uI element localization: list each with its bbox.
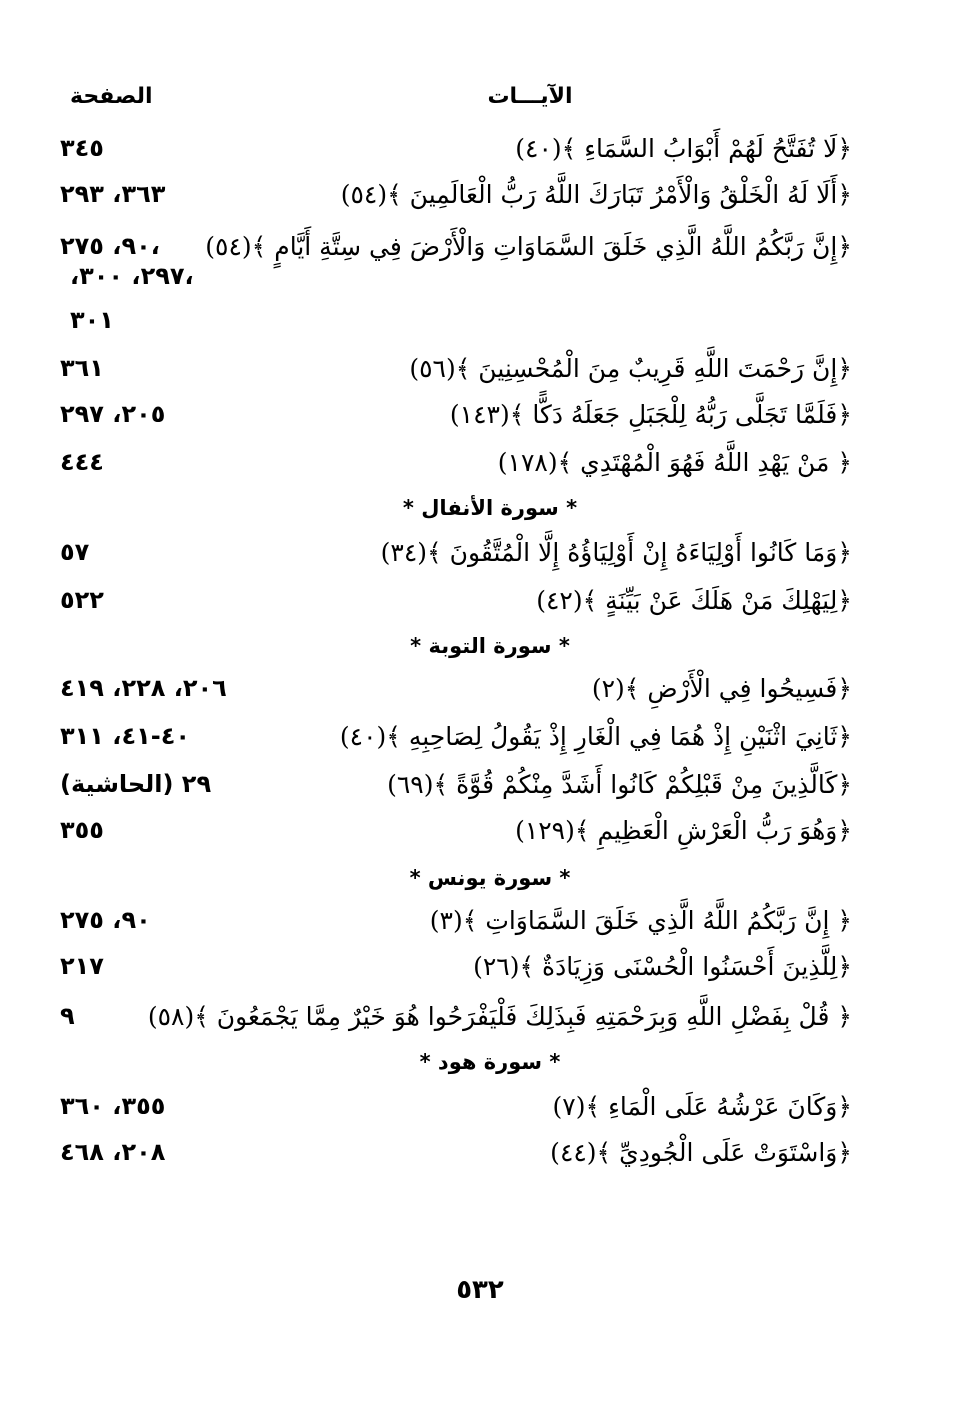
verse-text: ﴿لَا تُفَتَّحُ لَهُمْ أَبْوَابُ السَّمَاءِ ﴾(٤٠): [515, 133, 852, 163]
page-refs: ٣٤٥: [60, 134, 104, 162]
page-refs: ٤٠-٤١، ٣١١: [60, 722, 190, 750]
page-refs: ٢٠٦، ٢٢٨، ٤١٩: [60, 674, 227, 702]
verse-text: ﴿ إِنَّ رَبَّكُمُ اللَّهُ الَّذِي خَلَقَ السَّمَاوَاتِ ﴾(٣): [429, 905, 852, 935]
verse-row: [60, 578, 852, 622]
verse-text: ﴿إِنَّ رَحْمَتَ اللَّهِ قَرِيبٌ مِنَ الْمُحْسِنِينَ ﴾(٥٦): [409, 353, 852, 383]
page-refs-continued: ،٢٩٧، ٣٠٠،: [70, 262, 194, 290]
page-refs: ٤٤٤: [60, 448, 104, 476]
verse-text: ﴿ مَنْ يَهْدِ اللَّهُ فَهُوَ الْمُهْتَدِي ﴾(١٧٨): [497, 447, 852, 477]
verse-text: ﴿لِلَّذِينَ أَحْسَنُوا الْحُسْنَى وَزِيَادَةٌ ﴾(٢٦): [473, 951, 852, 981]
verse-row: [60, 530, 852, 574]
verse-row: [60, 126, 852, 170]
page-refs: ٣٦٣، ٢٩٣: [60, 180, 166, 208]
page-refs: ٩٠، ٢٧٥: [60, 906, 151, 934]
verse-text: ﴿وَكَانَ عَرْشُهُ عَلَى الْمَاءِ ﴾(٧): [552, 1091, 852, 1121]
verse-row: [60, 944, 852, 988]
page-refs: ٥٢٢: [60, 586, 104, 614]
page-refs: ٣٥٥: [60, 816, 104, 844]
verse-row: [60, 1130, 852, 1174]
verse-text: ﴿لِيَهْلِكَ مَنْ هَلَكَ عَنْ بَيِّنَةٍ ﴾(٤٢): [536, 585, 852, 615]
verse-text: ﴿فَلَمَّا تَجَلَّى رَبُّهُ لِلْجَبَلِ جَعَلَهُ دَكًّا ﴾(١٤٣): [449, 399, 852, 429]
verse-row: [60, 808, 852, 852]
verse-text: ﴿إِنَّ رَبَّكُمُ اللَّهُ الَّذِي خَلَقَ السَّمَاوَاتِ وَالْأَرْضَ فِي سِتَّةِ أَيَّامٍ ﴾(٥٤): [205, 231, 852, 261]
verse-row: [60, 714, 852, 758]
verse-row: [60, 392, 852, 436]
page-refs: ٢٠٨، ٤٦٨: [60, 1138, 166, 1166]
page-refs-continued: ٣٠١: [70, 306, 114, 334]
page-refs: ٢١٧: [60, 952, 104, 980]
verse-row: [60, 666, 852, 710]
verse-text: ﴿فَسِيحُوا فِي الْأَرْضِ ﴾(٢): [591, 673, 852, 703]
verses-column-header: الآيـــات: [487, 84, 573, 109]
verse-row: [60, 172, 852, 216]
verse-row: [60, 1084, 852, 1128]
page-refs: ٣٥٥، ٣٦٠: [60, 1092, 166, 1120]
surah-heading: * سورة هود *: [419, 1050, 561, 1074]
page-refs: ٥٧: [60, 538, 90, 566]
page-refs: ٢٩ (الحاشية): [60, 770, 212, 798]
page-refs: ٣٦١: [60, 354, 104, 382]
page-column-header: الصفحة: [70, 84, 153, 109]
page-refs: ٢٠٥، ٢٩٧: [60, 400, 166, 428]
verse-row: [60, 440, 852, 484]
verse-row: [60, 762, 852, 806]
surah-heading: * سورة الأنفال *: [402, 496, 578, 520]
surah-heading: * سورة يونس *: [409, 866, 571, 890]
verse-text: ﴿وَمَا كَانُوا أَوْلِيَاءَهُ إِنْ أَوْلِيَاؤُهُ إِلَّا الْمُتَّقُونَ ﴾(٣٤): [380, 537, 852, 567]
verse-row: [60, 994, 852, 1038]
surah-heading: * سورة التوبة *: [410, 634, 570, 658]
verse-text: ﴿ قُلْ بِفَضْلِ اللَّهِ وَبِرَحْمَتِهِ فَبِذَلِكَ فَلْيَفْرَحُوا هُوَ خَيْرٌ مِمَّا يَجْمَعُونَ ﴾(٥٨): [147, 1001, 852, 1031]
verse-row: [60, 898, 852, 942]
verse-text: ﴿كَالَّذِينَ مِنْ قَبْلِكُمْ كَانُوا أَشَدَّ مِنْكُمْ قُوَّةً ﴾(٦٩): [387, 769, 852, 799]
page-refs: ،٩٠، ٢٧٥: [60, 232, 160, 260]
verse-text: ﴿ثَانِيَ اثْنَيْنِ إِذْ هُمَا فِي الْغَارِ إِذْ يَقُولُ لِصَاحِبِهِ ﴾(٤٠): [339, 721, 852, 751]
verse-text: ﴿وَاسْتَوَتْ عَلَى الْجُودِيِّ ﴾(٤٤): [550, 1137, 852, 1167]
verse-row: [60, 346, 852, 390]
verse-text: ﴿وَهُوَ رَبُّ الْعَرْشِ الْعَظِيمِ ﴾(١٢٩): [515, 815, 852, 845]
page-refs: ٩: [60, 1002, 75, 1030]
page-number: ٥٣٢: [456, 1275, 504, 1305]
verse-text: ﴿أَلَا لَهُ الْخَلْقُ وَالْأَمْرُ تَبَارَكَ اللَّهُ رَبُّ الْعَالَمِينَ ﴾(٥٤): [340, 179, 852, 209]
